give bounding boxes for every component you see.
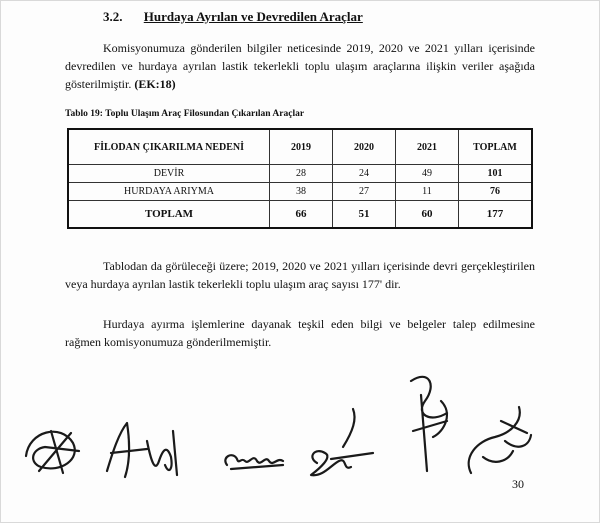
row-label: DEVİR xyxy=(68,165,270,183)
table-caption: Tablo 19: Toplu Ulaşım Araç Filosundan Çıkarılan Araçlar xyxy=(65,109,305,119)
removed-vehicles-table xyxy=(67,128,533,229)
header-2020: 2020 xyxy=(333,129,396,165)
cell-2020: 27 xyxy=(333,183,396,201)
signature-6 xyxy=(469,407,531,473)
cell-2021: 11 xyxy=(396,183,459,201)
signature-5 xyxy=(411,377,447,471)
signature-1 xyxy=(26,431,79,473)
total-2020: 51 xyxy=(333,201,396,229)
grand-total: 177 xyxy=(459,201,533,229)
header-2019: 2019 xyxy=(270,129,333,165)
signatures xyxy=(1,361,600,524)
cell-total: 101 xyxy=(459,165,533,183)
cell-2020: 24 xyxy=(333,165,396,183)
total-label: TOPLAM xyxy=(68,201,270,229)
signature-4 xyxy=(311,409,373,475)
cell-total: 76 xyxy=(459,183,533,201)
total-2019: 66 xyxy=(270,201,333,229)
header-2021: 2021 xyxy=(396,129,459,165)
signature-2 xyxy=(107,423,177,477)
total-2021: 60 xyxy=(396,201,459,229)
intro-paragraph xyxy=(65,39,535,93)
note-paragraph: Hurdaya ayırma işlemlerine dayanak teşkil eden bilgi ve belgeler talep edilmesine rağmen komisyonumuza gönderilmemiştir. xyxy=(65,317,535,349)
section-heading xyxy=(103,9,363,25)
header-reason: FİLODAN ÇIKARILMA NEDENİ xyxy=(68,129,270,165)
header-total: TOPLAM xyxy=(459,129,533,165)
page-number: 30 xyxy=(512,477,524,491)
annex-reference: (EK:18) xyxy=(134,77,176,91)
table-header-row xyxy=(68,129,532,165)
intro-text: Komisyonumuza gönderilen bilgiler neticesinde 2019, 2020 ve 2021 yılları içerisinde devredilen ve hurdaya ayrılan lastik tekerlekli toplu ulaşım araçlarına ilişkin veriler aşağıda gösterilmiştir. xyxy=(65,41,535,91)
table-row xyxy=(68,183,532,201)
row-label: HURDAYA ARIYMA xyxy=(68,183,270,201)
cell-2021: 49 xyxy=(396,165,459,183)
section-number: 3.2. xyxy=(103,9,123,24)
table-total-row xyxy=(68,201,532,229)
section-title: Hurdaya Ayrılan ve Devredilen Araçlar xyxy=(143,9,363,24)
signature-3 xyxy=(225,455,283,469)
cell-2019: 28 xyxy=(270,165,333,183)
summary-paragraph: Tablodan da görüleceği üzere; 2019, 2020 ve 2021 yılları içerisinde devri gerçekleştirilen veya hurdaya ayrılan lastik tekerlekli toplu ulaşım araç sayısı 177' dir. xyxy=(65,259,535,291)
table-row xyxy=(68,165,532,183)
cell-2019: 38 xyxy=(270,183,333,201)
